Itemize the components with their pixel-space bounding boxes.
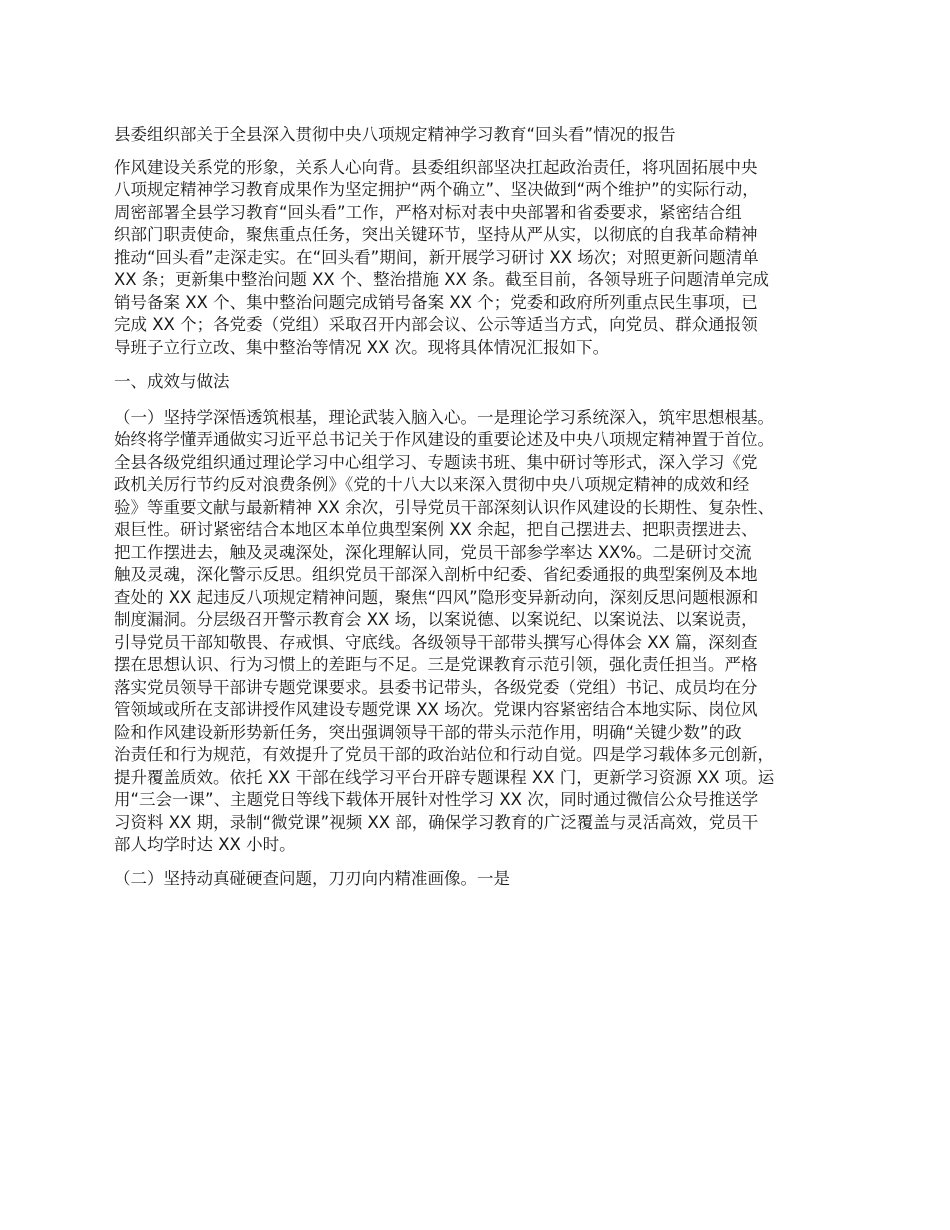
text-line: 治责任和行为规范，有效提升了党员干部的政治站位和行动自觉。四是学习载体多元创新，	[114, 745, 774, 764]
text-line: 导班子立行立改、集中整治等情况 XX 次。现将具体情况汇报如下。	[114, 337, 610, 357]
text-line: 部人均学时达 XX 小时。	[114, 835, 296, 854]
text-line: 触及灵魂，深化警示反思。组织党员干部深入剖析中纪委、省纪委通报的典型案例及本地	[114, 565, 758, 584]
text-line: 摆在思想认识、行为习惯上的差距与不足。三是党课教育示范引领，强化责任担当。严格	[114, 655, 758, 674]
text-line: 习资料 XX 期，录制“微党课”视频 XX 部，确保学习教育的广泛覆盖与灵活高效，党员干	[114, 812, 759, 832]
text-line: 政机关厉行节约反对浪费条例》《党的十八大以来深入贯彻中央八项规定精神的成效和经	[114, 475, 750, 494]
text-line: 提升覆盖质效。依托 XX 干部在线学习平台开辟专题课程 XX 门，更新学习资源 XX 项。运	[114, 767, 775, 787]
text-line: 作风建设关系党的形象，关系人心向背。县委组织部坚决扛起政治责任，将巩固拓展中央	[114, 157, 758, 177]
text-line: 验》等重要文献与最新精神 XX 余次，引导党员干部深刻认识作风建设的长期性、复杂性、	[114, 497, 775, 517]
text-line: （一）坚持学深悟透筑根基，理论武装入脑入心。一是理论学习系统深入，筑牢思想根基。	[114, 407, 774, 427]
text-line: 完成 XX 个；各党委（党组）采取召开内部会议、公示等适当方式，向党员、群众通报领	[114, 315, 758, 334]
text-line: 艰巨性。研讨紧密结合本地区本单位典型案例 XX 余起，把自己摆进去、把职责摆进去、	[114, 520, 758, 539]
text-line: XX 条；更新集中整治问题 XX 个、整治措施 XX 条。截至目前，各领导班子问题清单完成	[114, 270, 770, 289]
text-line: 落实党员领导干部讲专题党课要求。县委书记带头，各级党委（党组）书记、成员均在分	[114, 677, 758, 697]
text-line: 险和作风建设新形势新任务，突出强调领导干部的带头示范作用，明确“关键少数”的政	[114, 722, 742, 742]
text-line: 织部门职责使命，聚焦重点任务，突出关键环节，坚持从严从实，以彻底的自我革命精神	[114, 225, 758, 244]
text-line: 周密部署全县学习教育“回头看”工作，严格对标对表中央部署和省委要求，紧密结合组	[114, 202, 742, 222]
text-line: 把工作摆进去，触及灵魂深处，深化理解认同，党员干部参学率达 XX%。二是研讨交流	[114, 542, 752, 562]
document-title: 县委组织部关于全县深入贯彻中央八项规定精神学习教育“回头看”情况的报告	[114, 125, 676, 144]
subsection-2-paragraph	[114, 868, 859, 891]
text-line: 用“三会一课”、主题党日等线下载体开展针对性学习 XX 次，同时通过微信公众号推送学	[114, 790, 759, 809]
section-heading: 一、成效与做法	[114, 372, 230, 391]
text-line: 管领域或所在支部讲授作风建设专题党课 XX 场次。党课内容紧密结合本地实际、岗位风	[114, 700, 758, 719]
text-line: 始终将学懂弄通做实习近平总书记关于作风建设的重要论述及中央八项规定精神置于首位。	[114, 430, 774, 449]
text-line: 制度漏洞。分层级召开警示教育会 XX 场，以案说德、以案说纪、以案说法、以案说责，	[114, 610, 758, 629]
text-line: 查处的 XX 起违反八项规定精神问题，聚焦“四风”隐形变异新动向，深刻反思问题根源和	[114, 587, 759, 607]
text-line: 销号备案 XX 个、集中整治问题完成销号备案 XX 个；党委和政府所列重点民生事项，已	[114, 292, 758, 312]
text-line: 引导党员干部知敬畏、存戒惧、守底线。各级领导干部带头撰写心得体会 XX 篇，深刻查	[114, 632, 758, 652]
text-line: 全县各级党组织通过理论学习中心组学习、专题读书班、集中研讨等形式，深入学习《党	[114, 452, 758, 472]
intro-paragraph	[114, 157, 859, 360]
document-page	[114, 124, 859, 901]
text-line: 推动“回头看”走深走实。在“回头看”期间，新开展学习研讨 XX 场次；对照更新问题清单	[114, 247, 759, 267]
subsection-1-paragraph	[114, 407, 859, 857]
text-line: （二）坚持动真碰硬查问题，刀刃向内精准画像。一是	[114, 868, 510, 888]
text-line: 八项规定精神学习教育成果作为坚定拥护“两个确立”、坚决做到“两个维护”的实际行动，	[114, 180, 759, 199]
